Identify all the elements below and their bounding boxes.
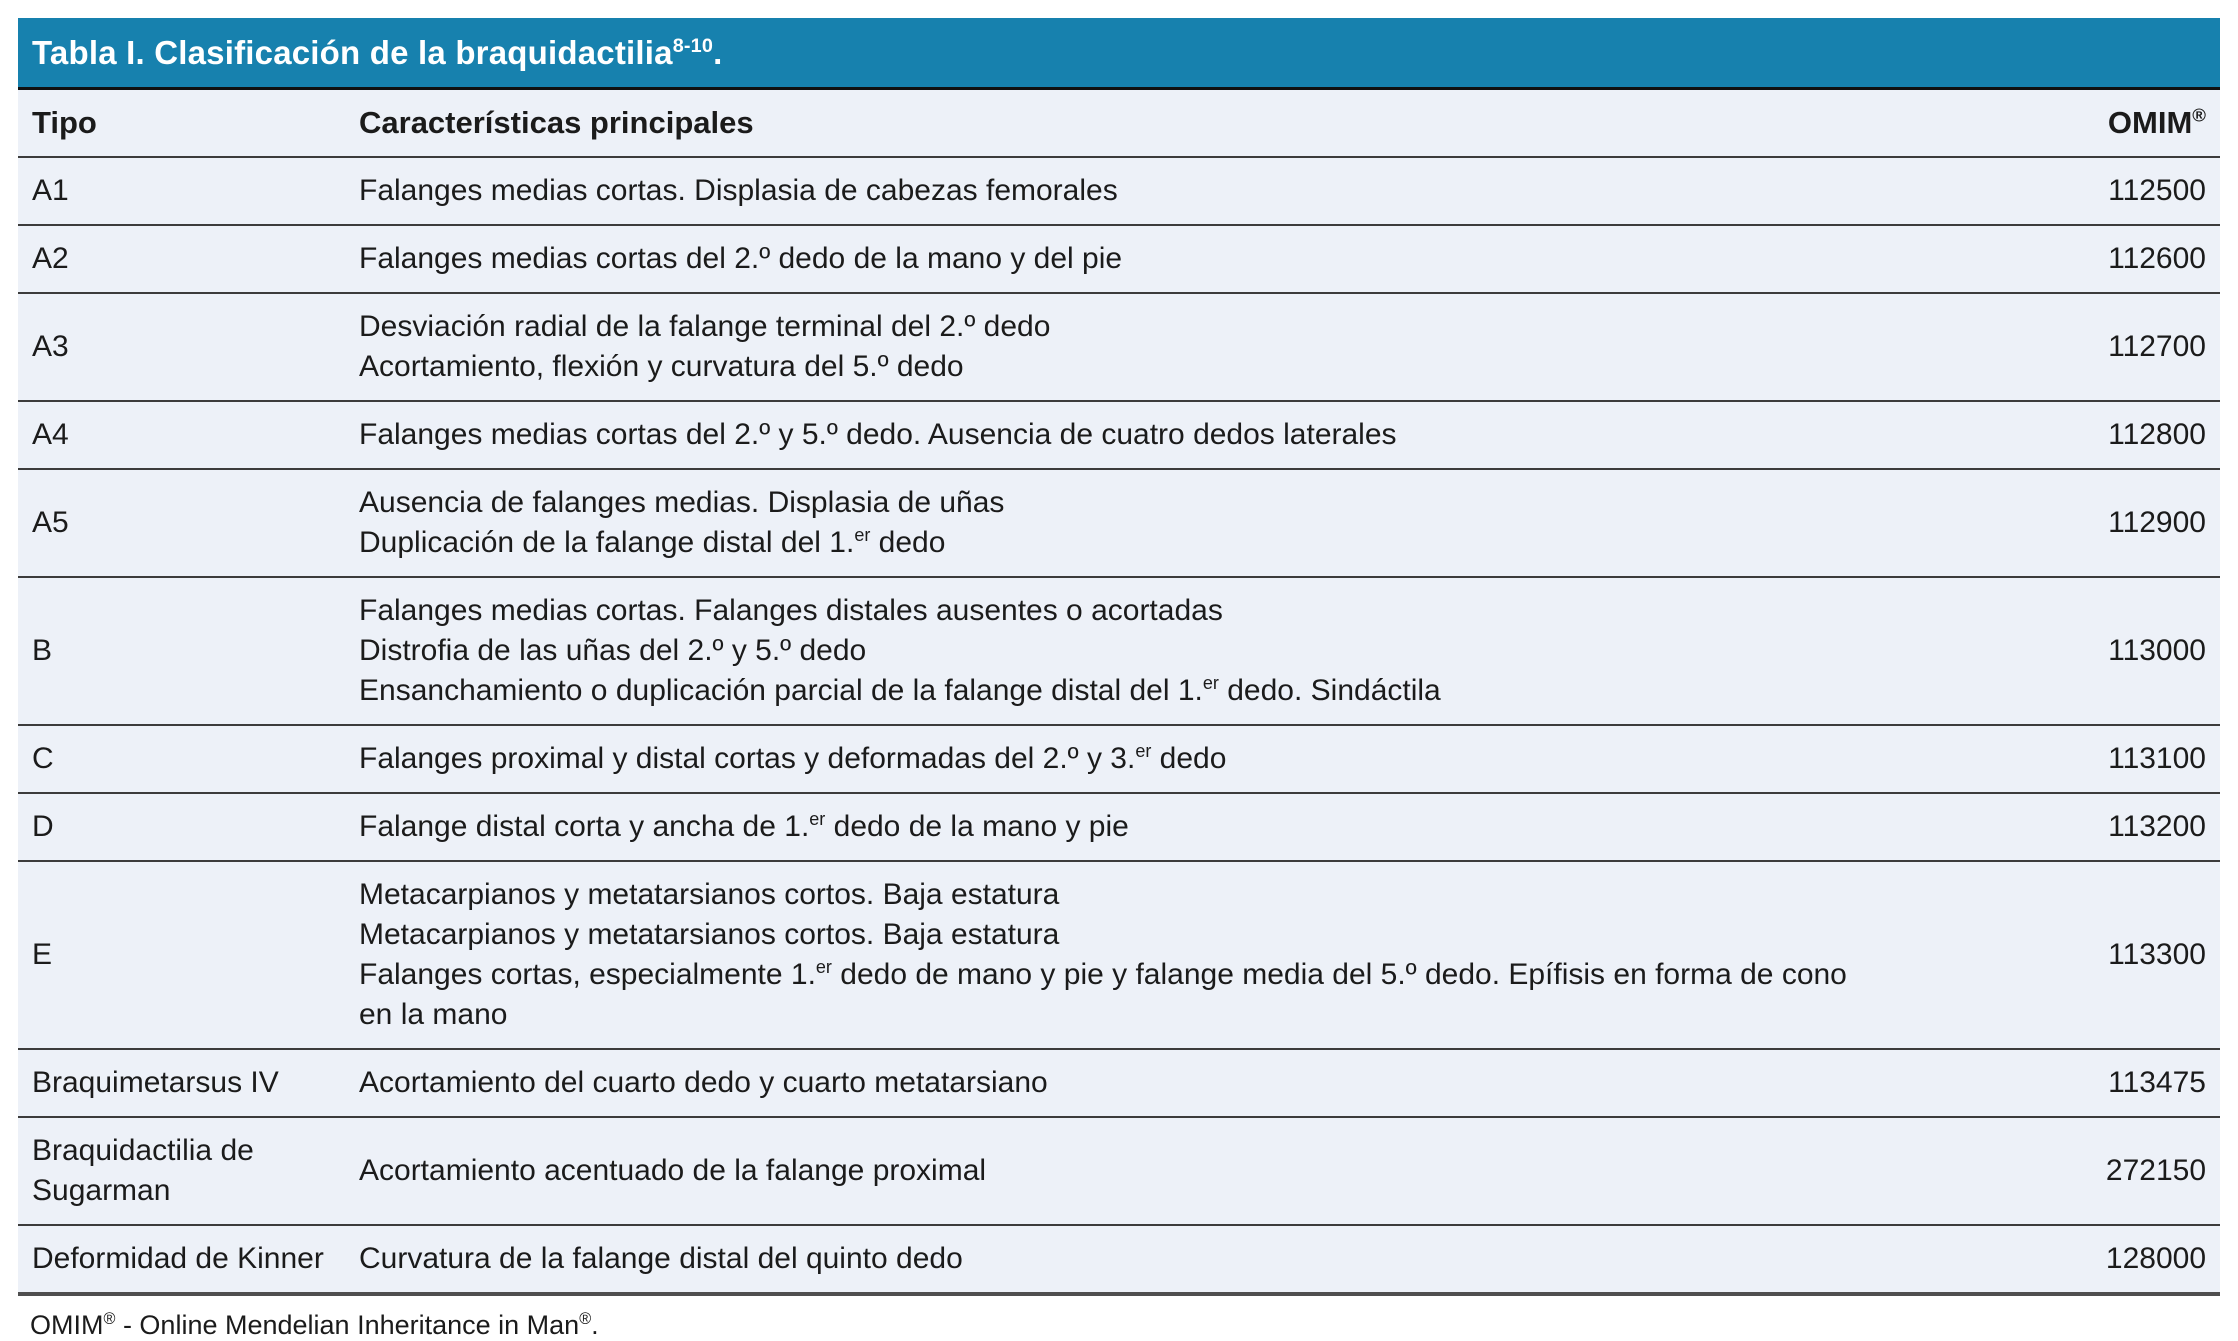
table-row [18, 1049, 2220, 1117]
cell-caracteristicas [345, 861, 1900, 1049]
cell-caracteristicas [345, 469, 1900, 577]
table-title: Tabla I. Clasificación de la braquidactilia$^{8-10}$. [32, 33, 723, 71]
table-row [18, 725, 2220, 793]
cell-omim: 113000 [1900, 577, 2220, 725]
cell-omim: 112600 [1900, 225, 2220, 293]
caracteristica-line: Duplicación de la falange distal del 1.$^{er}$ dedo [359, 525, 946, 559]
cell-caracteristicas [345, 225, 1900, 293]
cell-tipo: Braquidactilia de Sugarman [18, 1117, 345, 1225]
cell-caracteristicas [345, 577, 1900, 725]
cell-tipo: Deformidad de Kinner [18, 1225, 345, 1294]
caracteristica-line: Falanges medias cortas del 2.º y 5.º dedo. Ausencia de cuatro dedos laterales [359, 418, 1397, 451]
column-header-tipo: Tipo [18, 90, 345, 157]
caracteristica-line: Acortamiento del cuarto dedo y cuarto metatarsiano [359, 1066, 1048, 1099]
table-row [18, 157, 2220, 225]
caracteristica-line: Metacarpianos y metatarsianos cortos. Baja estatura [359, 918, 1060, 951]
table-row [18, 225, 2220, 293]
cell-caracteristicas [345, 293, 1900, 401]
table-row [18, 861, 2220, 1049]
cell-omim: 112900 [1900, 469, 2220, 577]
cell-tipo: C [18, 725, 345, 793]
cell-omim: 113100 [1900, 725, 2220, 793]
cell-caracteristicas [345, 1225, 1900, 1294]
caracteristica-line: Curvatura de la falange distal del quinto dedo [359, 1242, 963, 1275]
cell-omim: 112500 [1900, 157, 2220, 225]
table-footnote: OMIM® - Online Mendelian Inheritance in Man®. [30, 1310, 599, 1340]
cell-tipo: A5 [18, 469, 345, 577]
caracteristica-line: Distrofia de las uñas del 2.º y 5.º dedo [359, 634, 867, 667]
caracteristica-line: Ausencia de falanges medias. Displasia de uñas [359, 486, 1005, 519]
caracteristica-line: Falange distal corta y ancha de 1.$^{er}$ dedo de la mano y pie [359, 809, 1129, 843]
cell-tipo: E [18, 861, 345, 1049]
caracteristica-line: Falanges medias cortas. Falanges distales ausentes o acortadas [359, 594, 1223, 627]
cell-omim: 113200 [1900, 793, 2220, 861]
cell-omim: 113300 [1900, 861, 2220, 1049]
cell-tipo: A2 [18, 225, 345, 293]
column-header-caracteristicas: Características principales [345, 90, 1900, 157]
table-row [18, 577, 2220, 725]
caracteristica-line: Falanges medias cortas. Displasia de cabezas femorales [359, 174, 1118, 207]
classification-table [18, 18, 2220, 1341]
caracteristica-line: Ensanchamiento o duplicación parcial de la falange distal del 1.$^{er}$ dedo. Sindáctila [359, 673, 1441, 707]
table-row [18, 401, 2220, 469]
cell-tipo: A4 [18, 401, 345, 469]
cell-tipo: Braquimetarsus IV [18, 1049, 345, 1117]
cell-omim: 128000 [1900, 1225, 2220, 1294]
table-row [18, 793, 2220, 861]
cell-tipo: D [18, 793, 345, 861]
cell-omim: 112800 [1900, 401, 2220, 469]
cell-caracteristicas [345, 1117, 1900, 1225]
caracteristica-line: Falanges proximal y distal cortas y deformadas del 2.º y 3.$^{er}$ dedo [359, 741, 1227, 775]
table-title-bar [18, 18, 2220, 90]
caracteristica-line: Acortamiento acentuado de la falange proximal [359, 1154, 987, 1187]
cell-tipo: A3 [18, 293, 345, 401]
cell-omim: 113475 [1900, 1049, 2220, 1117]
caracteristica-line: Falanges cortas, especialmente 1.$^{er}$ dedo de mano y pie y falange media del 5.º dedo. Epífisis en forma de cono en la mano [359, 957, 1847, 1031]
cell-tipo: B [18, 577, 345, 725]
caracteristica-line: Acortamiento, flexión y curvatura del 5.º dedo [359, 350, 964, 383]
cell-caracteristicas [345, 1049, 1900, 1117]
cell-omim: 272150 [1900, 1117, 2220, 1225]
cell-caracteristicas [345, 401, 1900, 469]
table-header-row [18, 90, 2220, 157]
table-row [18, 1225, 2220, 1294]
table-body [18, 157, 2220, 1294]
cell-caracteristicas [345, 157, 1900, 225]
table-row [18, 469, 2220, 577]
cell-omim: 112700 [1900, 293, 2220, 401]
caracteristica-line: Desviación radial de la falange terminal del 2.º dedo [359, 310, 1051, 343]
braquidactilia-table [18, 90, 2220, 1296]
column-header-omim: OMIM® [1900, 90, 2220, 157]
cell-tipo: A1 [18, 157, 345, 225]
caracteristica-line: Falanges medias cortas del 2.º dedo de la mano y del pie [359, 242, 1123, 275]
cell-caracteristicas [345, 725, 1900, 793]
caracteristica-line: Metacarpianos y metatarsianos cortos. Baja estatura [359, 878, 1060, 911]
cell-caracteristicas [345, 793, 1900, 861]
table-row [18, 1117, 2220, 1225]
table-row [18, 293, 2220, 401]
